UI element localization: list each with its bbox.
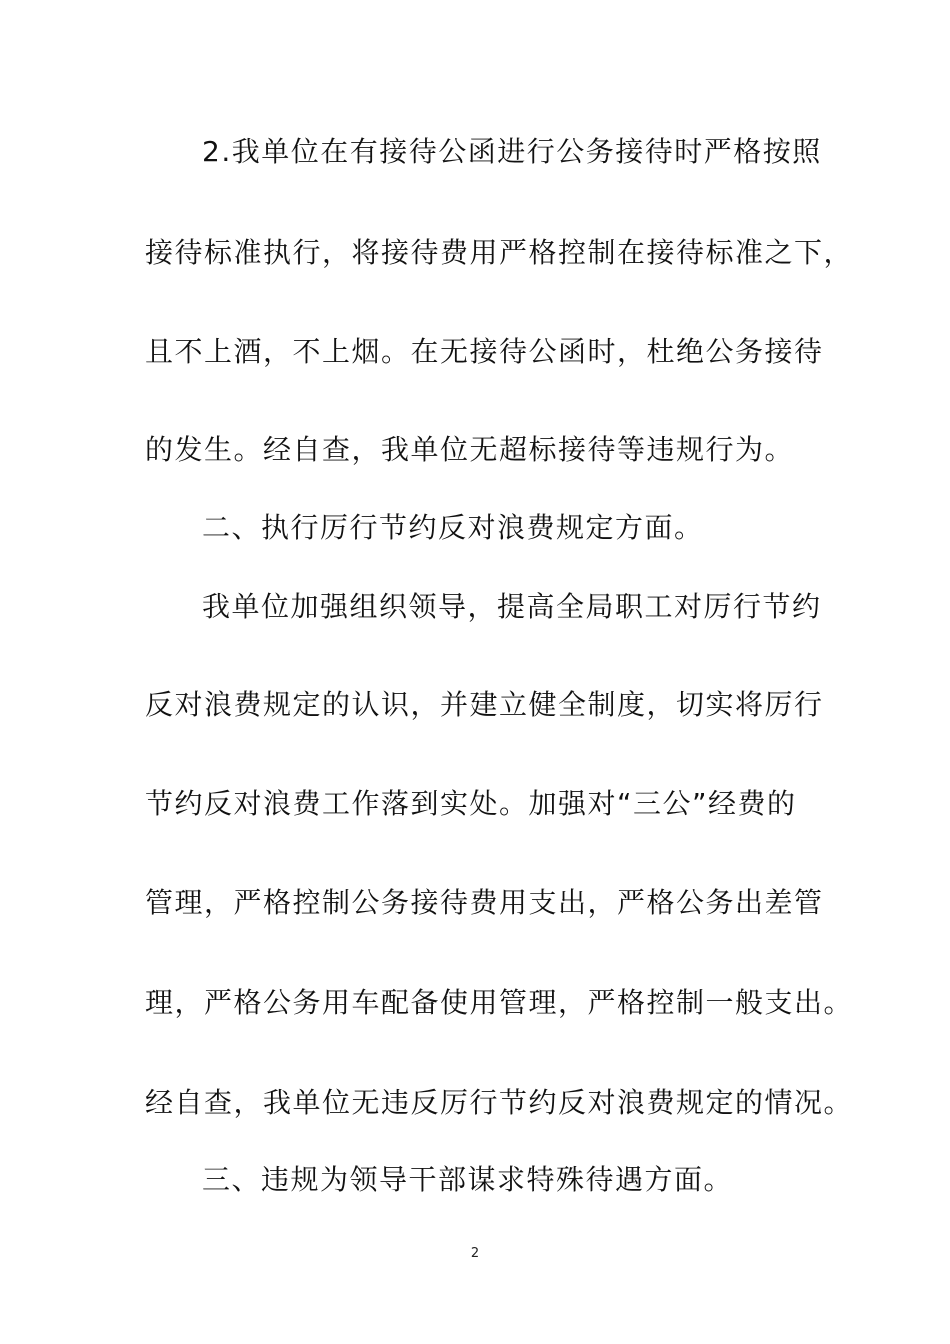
paragraph-line: 2.我单位在有接待公函进行公务接待时严格按照: [202, 135, 822, 168]
paragraph-line: 接待标准执行，将接待费用严格控制在接待标准之下，: [145, 236, 854, 269]
page-number: 2: [470, 1246, 480, 1261]
paragraph-line: 的发生。经自查，我单位无超标接待等违规行为。: [145, 433, 795, 466]
paragraph-line: 管理，严格控制公务接待费用支出，严格公务出差管: [145, 886, 824, 919]
section-heading: 二、执行厉行节约反对浪费规定方面。: [202, 511, 704, 544]
paragraph-line: 理，严格公务用车配备使用管理，严格控制一般支出。: [145, 986, 854, 1019]
paragraph-line: 反对浪费规定的认识，并建立健全制度，切实将厉行: [145, 688, 824, 721]
section-heading: 三、违规为领导干部谋求特殊待遇方面。: [202, 1163, 734, 1196]
paragraph-line: 经自查，我单位无违反厉行节约反对浪费规定的情况。: [145, 1086, 854, 1119]
paragraph-line: 节约反对浪费工作落到实处。加强对“三公”经费的: [145, 787, 797, 820]
paragraph-line: 我单位加强组织领导，提高全局职工对厉行节约: [202, 590, 822, 623]
paragraph-line: 且不上酒，不上烟。在无接待公函时，杜绝公务接待: [145, 335, 824, 368]
